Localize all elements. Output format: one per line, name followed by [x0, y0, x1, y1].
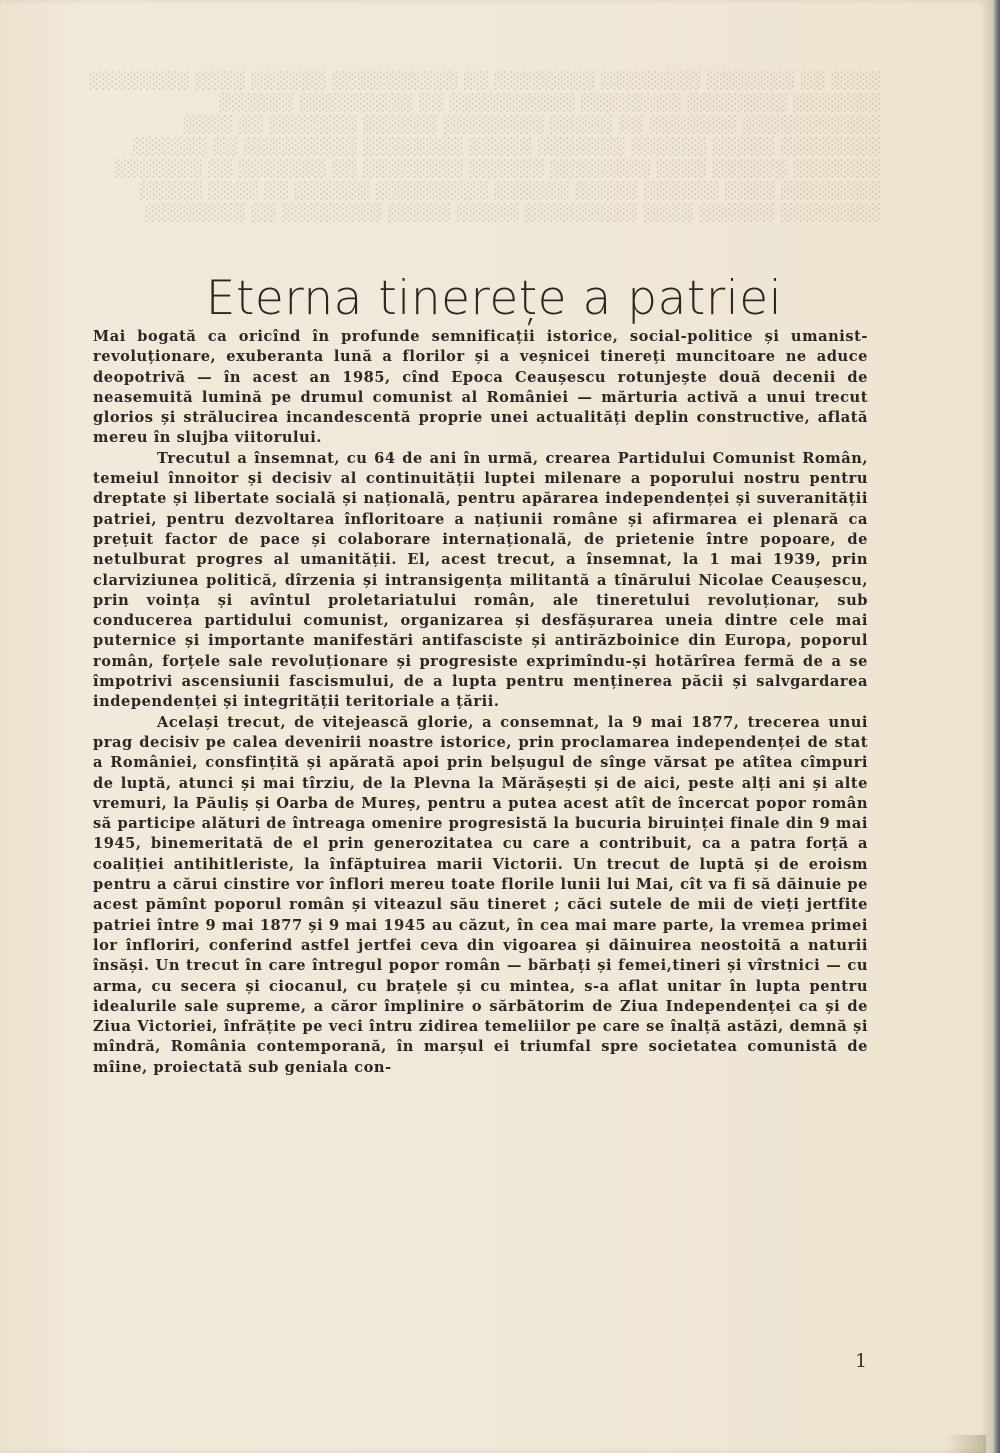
- paragraph-3: Același trecut, de vitejească glorie, a consemnat, la 9 mai 1877, trecerea unui prag decisiv pe calea devenirii noastre istorice, prin proclamarea independenței de stat a României, consfințită și apărată apoi prin belșugul de sînge vărsat pe atîtea cîmpuri de luptă, atunci și mai tîrziu, de la Plevna la Mărășești și de aici, peste alți ani și alte vremuri, la Păuliș și Oarba de Mureș, pentru a putea acest atît de încercat popor român să participe alături de întreaga omenire progresistă la bucuria biruinței finale din 9 mai 1945, binemeritată de el prin generozitatea cu care a contribuit, ca a patra forță a coaliției antihitleriste, la înfăptuirea marii Victorii. Un trecut de luptă și de eroism pentru a cărui cinstire vor înflori mereu toate florile lunii lui Mai, cît va fi să dăinuie pe acest pămînt poporul român și viteazul său tineret ; căci sutele de mii de vieți jertfite patriei între 9 mai 1877 și 9 mai 1945 au căzut, în cea mai mare parte, la vremea primei lor înfloriri, conferind astfel jertfei ceva din vigoarea și dăinuirea neostoită a naturii însăși. Un trecut în care întregul popor român — bărbați și femei,tineri și vîrstnici — cu arma, cu secera și ciocanul, cu brațele și cu mintea, s-a aflat unitar în lupta pentru idealurile sale supreme, a căror împlinire o sărbătorim de Ziua Independenței ca și de Ziua Victoriei, înfrățite pe veci întru zidirea temeliilor pe care se înalță astăzi, demnă și mîndră, România contemporană, în marșul ei triumfal spre societatea comunistă de mîine, proiectată sub geniala con-: [93, 713, 868, 1076]
- page-edge-shadow: [988, 0, 1000, 1453]
- page-number: 1: [855, 1350, 868, 1372]
- article-title: Eterna tinerețe a patriei: [205, 271, 783, 327]
- article-body: [93, 327, 868, 1078]
- corner-stain: [946, 1435, 986, 1453]
- paragraph-1: Mai bogată ca oricînd în profunde semnificații istorice, social-politice și umanist-revoluționare, exuberanta lună a florilor și a veșnicei tinereți muncitoare ne aduce deopotrivă — în acest an 1985, cînd Epoca Ceaușescu rotunjește două decenii de neasemuită lumină pe drumul comunist al României — mărturia activă a unui trecut glorios și strălucirea incandescentă proprie unei actualități deplin constructive, aflată mereu în slujba viitorului.: [93, 328, 868, 447]
- show-through-text: ░░░░ ░░ ░░░░░░░ ░░░░░░░░ ░░░░░░░░ ░░ ░░░░░░░░░░ ░░░░░░ ░░░░ ░░░░░░░░ ░░░░░░░ ░░░░░░░░ ░░░░░░░░ ░░░░░░░░░░ ░░ ░░░░░░░░░ ░░░░░░ ░░░░░░░░░░░ ░░░░░░░ ░░ ░░░░░ ░░░░░░░░ ░░░░░░ ░░░░░░░ ░░ ░░░░ ░░░░░░░░ ░░░░░ ░░░░░░ ░░░░░░░ ░░░░░ ░░░░░░░░ ░░░░░░░░░ ░░ ░░░░░░ ░░░░░░░ ░░░░░░ ░░░░ ░░░░░░░░ ░░░░░░ ░░░░░░░░ ░░ ░░░░░░░ ░░ ░░░░░░░ ░░░░░░░░ ░░░░ ░░░░░░ ░░░░░ ░░░░░░ ░░░░░░░░░ ░░░░░░ ░░ ░░░░ ░░░░░ ░░░░░░░░ ░░░░░░ ░░░░ ░░░░░░░░░ ░░░░░ ░░░░░ ░░░░░░░░ ░░ ░░░░░░░░: [87, 71, 880, 222]
- paragraph-2: Trecutul a însemnat, cu 64 de ani în urmă, crearea Partidului Comunist Român, temeiul înnoitor și decisiv al continuității luptei milenare a poporului nostru pentru dreptate și libertate socială și națională, pentru apărarea independenței și suveranității patriei, pentru dezvoltarea înfloritoare a națiunii române și afirmarea ei plenară ca prețuit factor de pace și colaborare internațională, de prietenie între popoare, de netulburat progres al umanității. El, acest trecut, a însemnat, la 1 mai 1939, prin clarviziunea politică, dîrzenia și intransigența militantă a tînărului Nicolae Ceaușescu, prin voința și avîntul proletariatului român, ale tineretului revoluționar, sub conducerea partidului comunist, organizarea și desfășurarea uneia dintre cele mai puternice și importante manifestări antifasciste și antirăzboinice din Europa, poporul român, forțele sale revoluționare și progresiste exprimîndu-și hotărîrea fermă de a se împotrivi ascensiunii fascismului, de a lupta pentru menținerea păcii și salvgardarea independenței și integrității teritoriale a țării.: [93, 449, 868, 711]
